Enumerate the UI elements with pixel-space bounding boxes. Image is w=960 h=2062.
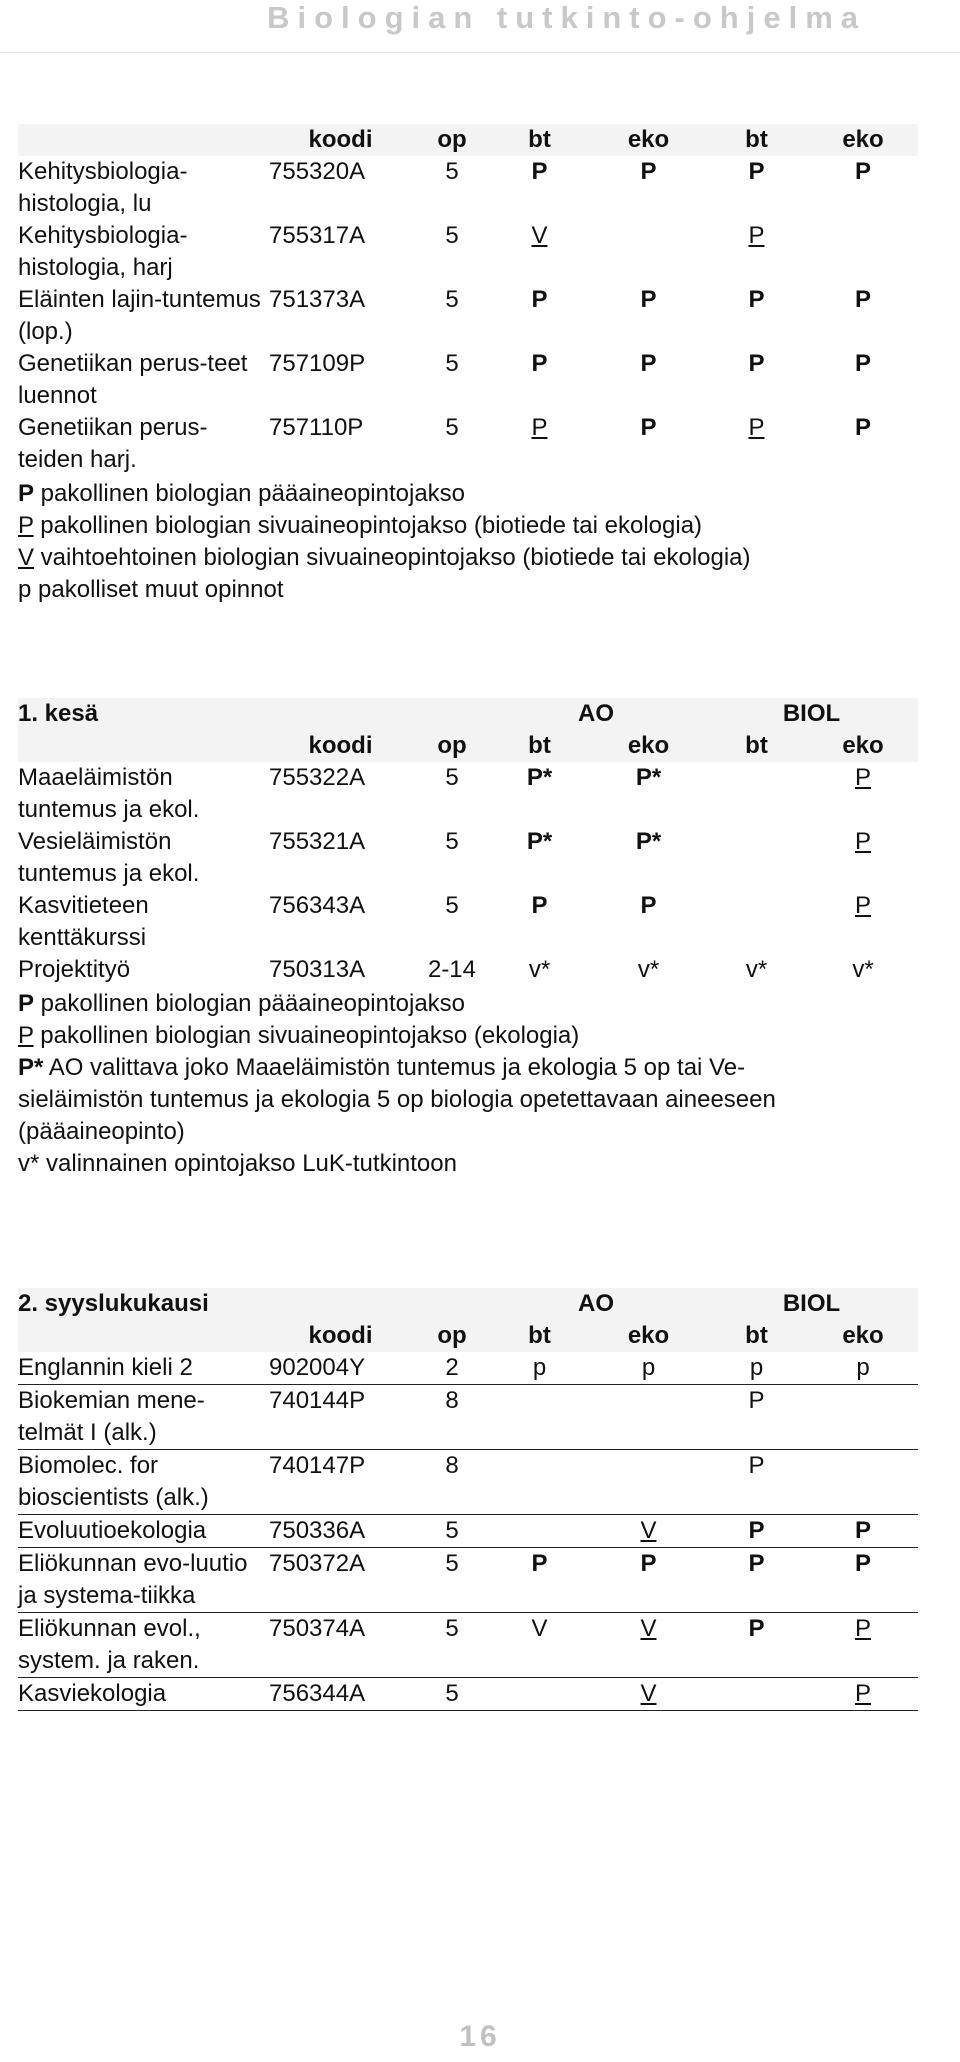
course-credits: 8 <box>417 1385 487 1450</box>
requirement-mark: P <box>854 286 871 313</box>
course-code: 755320A <box>269 158 366 185</box>
column-header-eko: eko <box>808 124 918 156</box>
course-code: 756344A <box>264 1678 417 1711</box>
legend-text: valinnainen opintojakso LuK-tutkintoon <box>39 1150 457 1177</box>
course-code: 750372A <box>264 1548 417 1613</box>
table-row <box>18 156 918 220</box>
course-name: Genetiikan perus-teet luennot <box>18 350 248 409</box>
table-row <box>18 1678 918 1711</box>
requirement-mark: P <box>748 286 765 313</box>
ao-header: AO <box>487 698 705 730</box>
course-code: 750313A <box>269 956 366 983</box>
requirement-mark: P <box>808 1613 918 1678</box>
requirement-mark: P <box>748 350 765 377</box>
table-row <box>18 348 918 412</box>
course-code: 756343A <box>269 892 366 919</box>
table-1-grid <box>18 124 918 476</box>
requirement-mark: P <box>748 158 765 185</box>
requirement-mark: p <box>705 1352 808 1385</box>
course-credits: 5 <box>445 414 459 441</box>
table-row <box>18 220 918 284</box>
course-credits: 2 <box>417 1352 487 1385</box>
course-name: Kasviekologia <box>18 1678 264 1711</box>
course-code: 757110P <box>269 414 364 441</box>
legend-line <box>18 542 918 574</box>
requirement-mark: P <box>531 158 548 185</box>
course-credits: 5 <box>445 158 459 185</box>
column-header-eko: eko <box>808 1320 918 1352</box>
requirement-mark: p <box>592 1352 705 1385</box>
legend-line <box>18 988 918 1020</box>
course-credits: 5 <box>445 892 459 919</box>
requirement-mark: P <box>808 1678 918 1711</box>
legend-text: vaihtoehtoinen biologian sivuaineopintojakso (biotiede tai ekologia) <box>34 544 751 571</box>
legend-symbol: P <box>18 990 35 1017</box>
course-code: 757109P <box>269 350 366 377</box>
course-credits: 5 <box>445 222 459 249</box>
course-name: Genetiikan perus-teiden harj. <box>18 414 208 473</box>
requirement-mark: P <box>640 350 657 377</box>
requirement-mark: P <box>487 1548 592 1613</box>
requirement-mark: P* <box>526 828 553 855</box>
course-table-2 <box>18 698 918 1180</box>
requirement-mark: v* <box>528 956 551 983</box>
course-credits: 5 <box>417 1548 487 1613</box>
table-row <box>18 1450 918 1515</box>
legend-symbol: P <box>18 480 35 507</box>
requirement-mark: P* <box>635 828 662 855</box>
requirement-mark <box>592 1385 705 1450</box>
table-row <box>18 1548 918 1613</box>
column-header-bt: bt <box>705 1320 808 1352</box>
course-name: Biokemian mene-telmät I (alk.) <box>18 1385 264 1450</box>
table-row <box>18 412 918 476</box>
legend-1 <box>18 478 918 606</box>
requirement-mark: P <box>705 1548 808 1613</box>
requirement-mark <box>705 826 808 890</box>
requirement-mark <box>487 1450 592 1515</box>
course-code: 740147P <box>264 1450 417 1515</box>
legend-symbol: P <box>18 1022 34 1049</box>
legend-symbol: P* <box>18 1054 44 1081</box>
column-header-row <box>18 1320 918 1352</box>
course-name: Projektityö <box>18 956 131 983</box>
requirement-mark <box>705 1678 808 1711</box>
course-credits: 2-14 <box>427 956 477 983</box>
column-header-bt: bt <box>705 730 808 762</box>
course-name: Maaeläimistön tuntemus ja ekol. <box>18 764 200 823</box>
legend-text: pakolliset muut opinnot <box>31 576 284 603</box>
course-code: 755322A <box>269 764 366 791</box>
table-row <box>18 1352 918 1385</box>
table-row <box>18 1515 918 1548</box>
column-header-bt: bt <box>487 1320 592 1352</box>
section-header-row <box>18 1288 918 1320</box>
requirement-mark: P <box>854 158 871 185</box>
requirement-mark: v* <box>745 956 768 983</box>
column-header-eko: eko <box>592 730 705 762</box>
legend-line <box>18 1148 918 1180</box>
course-name: Evoluutioekologia <box>18 1515 264 1548</box>
requirement-mark: P <box>748 414 765 441</box>
course-code: 902004Y <box>264 1352 417 1385</box>
course-code: 755321A <box>269 828 366 855</box>
column-header-empty <box>18 1320 264 1352</box>
legend-2 <box>18 988 918 1180</box>
requirement-mark: P <box>640 158 657 185</box>
requirement-mark: P <box>854 892 871 919</box>
requirement-mark: v* <box>637 956 660 983</box>
column-header-row <box>18 730 918 762</box>
requirement-mark: P <box>531 350 548 377</box>
column-header-op: op <box>417 124 487 156</box>
table-row <box>18 762 918 826</box>
legend-line <box>18 1020 918 1052</box>
requirement-mark: P <box>854 764 871 791</box>
table-2-grid <box>18 698 918 986</box>
requirement-mark <box>592 1450 705 1515</box>
requirement-mark: v* <box>852 956 874 983</box>
document-header-title: Biologian tutkinto-ohjelma <box>267 0 866 35</box>
legend-line <box>18 478 918 510</box>
requirement-mark: V <box>531 222 548 249</box>
course-name: Biomolec. for bioscientists (alk.) <box>18 1450 264 1515</box>
column-header-op: op <box>417 1320 487 1352</box>
requirement-mark: P <box>705 1613 808 1678</box>
course-credits: 5 <box>445 764 459 791</box>
column-header-empty <box>18 124 264 156</box>
table-row <box>18 890 918 954</box>
course-credits: 5 <box>417 1515 487 1548</box>
legend-line <box>18 1116 918 1148</box>
course-name: Eläinten lajin-tuntemus (lop.) <box>18 286 261 345</box>
requirement-mark: p <box>808 1352 918 1385</box>
requirement-mark: P <box>808 1515 918 1548</box>
requirement-mark: P <box>705 1450 808 1515</box>
requirement-mark <box>705 762 808 826</box>
requirement-mark <box>592 220 705 284</box>
requirement-mark: V <box>487 1613 592 1678</box>
table-row <box>18 1385 918 1450</box>
page-number: 16 <box>459 2020 501 2053</box>
table-row <box>18 1613 918 1678</box>
course-credits: 5 <box>445 828 459 855</box>
requirement-mark: P <box>640 286 657 313</box>
legend-line <box>18 574 918 606</box>
legend-text: pakollinen biologian pääaineopintojakso <box>34 480 466 507</box>
course-credits: 5 <box>445 350 459 377</box>
course-code: 750336A <box>264 1515 417 1548</box>
legend-text: (pääaineopinto) <box>18 1118 185 1145</box>
column-header-koodi: koodi <box>264 124 417 156</box>
column-header-koodi: koodi <box>264 1320 417 1352</box>
requirement-mark: P <box>808 1548 918 1613</box>
legend-text: sieläimistön tuntemus ja ekologia 5 op biologia opetettavaan aineeseen <box>18 1086 776 1113</box>
legend-symbol: p <box>18 576 32 603</box>
course-name: Eliökunnan evol., system. ja raken. <box>18 1613 264 1678</box>
requirement-mark <box>808 1385 918 1450</box>
biol-header: BIOL <box>705 1288 918 1320</box>
legend-symbol: V <box>18 544 35 571</box>
header-rule <box>0 52 960 53</box>
course-credits: 5 <box>445 286 459 313</box>
section-title: 2. syyslukukausi <box>18 1288 487 1320</box>
column-header-eko: eko <box>592 1320 705 1352</box>
legend-symbol: P <box>18 512 34 539</box>
requirement-mark: P <box>531 414 548 441</box>
legend-line <box>18 1084 918 1116</box>
requirement-mark: P <box>705 1385 808 1450</box>
requirement-mark: p <box>487 1352 592 1385</box>
requirement-mark: P <box>748 222 765 249</box>
requirement-mark: V <box>592 1678 705 1711</box>
course-credits: 5 <box>417 1613 487 1678</box>
course-name: Kasvitieteen kenttäkurssi <box>18 892 149 951</box>
course-credits: 5 <box>417 1678 487 1711</box>
course-name: Eliökunnan evo-luutio ja systema-tiikka <box>18 1548 264 1613</box>
requirement-mark <box>487 1515 592 1548</box>
column-header-koodi: koodi <box>264 730 417 762</box>
course-table-3 <box>18 1288 918 1711</box>
requirement-mark: P <box>640 892 657 919</box>
requirement-mark <box>808 220 918 284</box>
requirement-mark: P* <box>526 764 553 791</box>
legend-line <box>18 1052 918 1084</box>
requirement-mark: P <box>854 350 871 377</box>
course-credits: 8 <box>417 1450 487 1515</box>
course-name: Englannin kieli 2 <box>18 1352 264 1385</box>
legend-text: pakollinen biologian pääaineopintojakso <box>34 990 466 1017</box>
column-header-eko: eko <box>592 124 705 156</box>
table-row <box>18 954 918 986</box>
requirement-mark: P <box>531 286 548 313</box>
requirement-mark: P* <box>635 764 662 791</box>
requirement-mark: V <box>592 1515 705 1548</box>
column-header-eko: eko <box>808 730 918 762</box>
course-code: 751373A <box>269 286 366 313</box>
course-code: 740144P <box>264 1385 417 1450</box>
requirement-mark <box>705 890 808 954</box>
ao-header: AO <box>487 1288 705 1320</box>
column-header-row <box>18 124 918 156</box>
requirement-mark <box>487 1678 592 1711</box>
requirement-mark: V <box>592 1613 705 1678</box>
legend-text: pakollinen biologian sivuaineopintojakso (biotiede tai ekologia) <box>33 512 703 539</box>
column-header-bt: bt <box>705 124 808 156</box>
column-header-bt: bt <box>487 730 592 762</box>
course-name: Vesieläimistön tuntemus ja ekol. <box>18 828 200 887</box>
table-row <box>18 826 918 890</box>
course-name: Kehitysbiologia-histologia, lu <box>18 158 188 217</box>
requirement-mark: P <box>592 1548 705 1613</box>
section-header-row <box>18 698 918 730</box>
course-code: 755317A <box>269 222 366 249</box>
column-header-op: op <box>417 730 487 762</box>
course-table-1 <box>18 124 918 606</box>
requirement-mark <box>808 1450 918 1515</box>
requirement-mark: P <box>531 892 548 919</box>
requirement-mark: P <box>705 1515 808 1548</box>
table-3-grid <box>18 1288 918 1711</box>
section-title: 1. kesä <box>18 698 487 730</box>
table-row <box>18 284 918 348</box>
legend-symbol: v* <box>18 1150 40 1177</box>
legend-text: AO valittava joko Maaeläimistön tuntemus ja ekologia 5 op tai Ve- <box>43 1054 746 1081</box>
legend-line <box>18 510 918 542</box>
biol-header: BIOL <box>705 698 918 730</box>
requirement-mark: P <box>854 414 871 441</box>
requirement-mark: P <box>640 414 657 441</box>
column-header-empty <box>18 730 264 762</box>
requirement-mark: P <box>854 828 871 855</box>
column-header-bt: bt <box>487 124 592 156</box>
course-code: 750374A <box>264 1613 417 1678</box>
requirement-mark <box>487 1385 592 1450</box>
legend-text: pakollinen biologian sivuaineopintojakso (ekologia) <box>33 1022 580 1049</box>
course-name: Kehitysbiologia-histologia, harj <box>18 222 188 281</box>
